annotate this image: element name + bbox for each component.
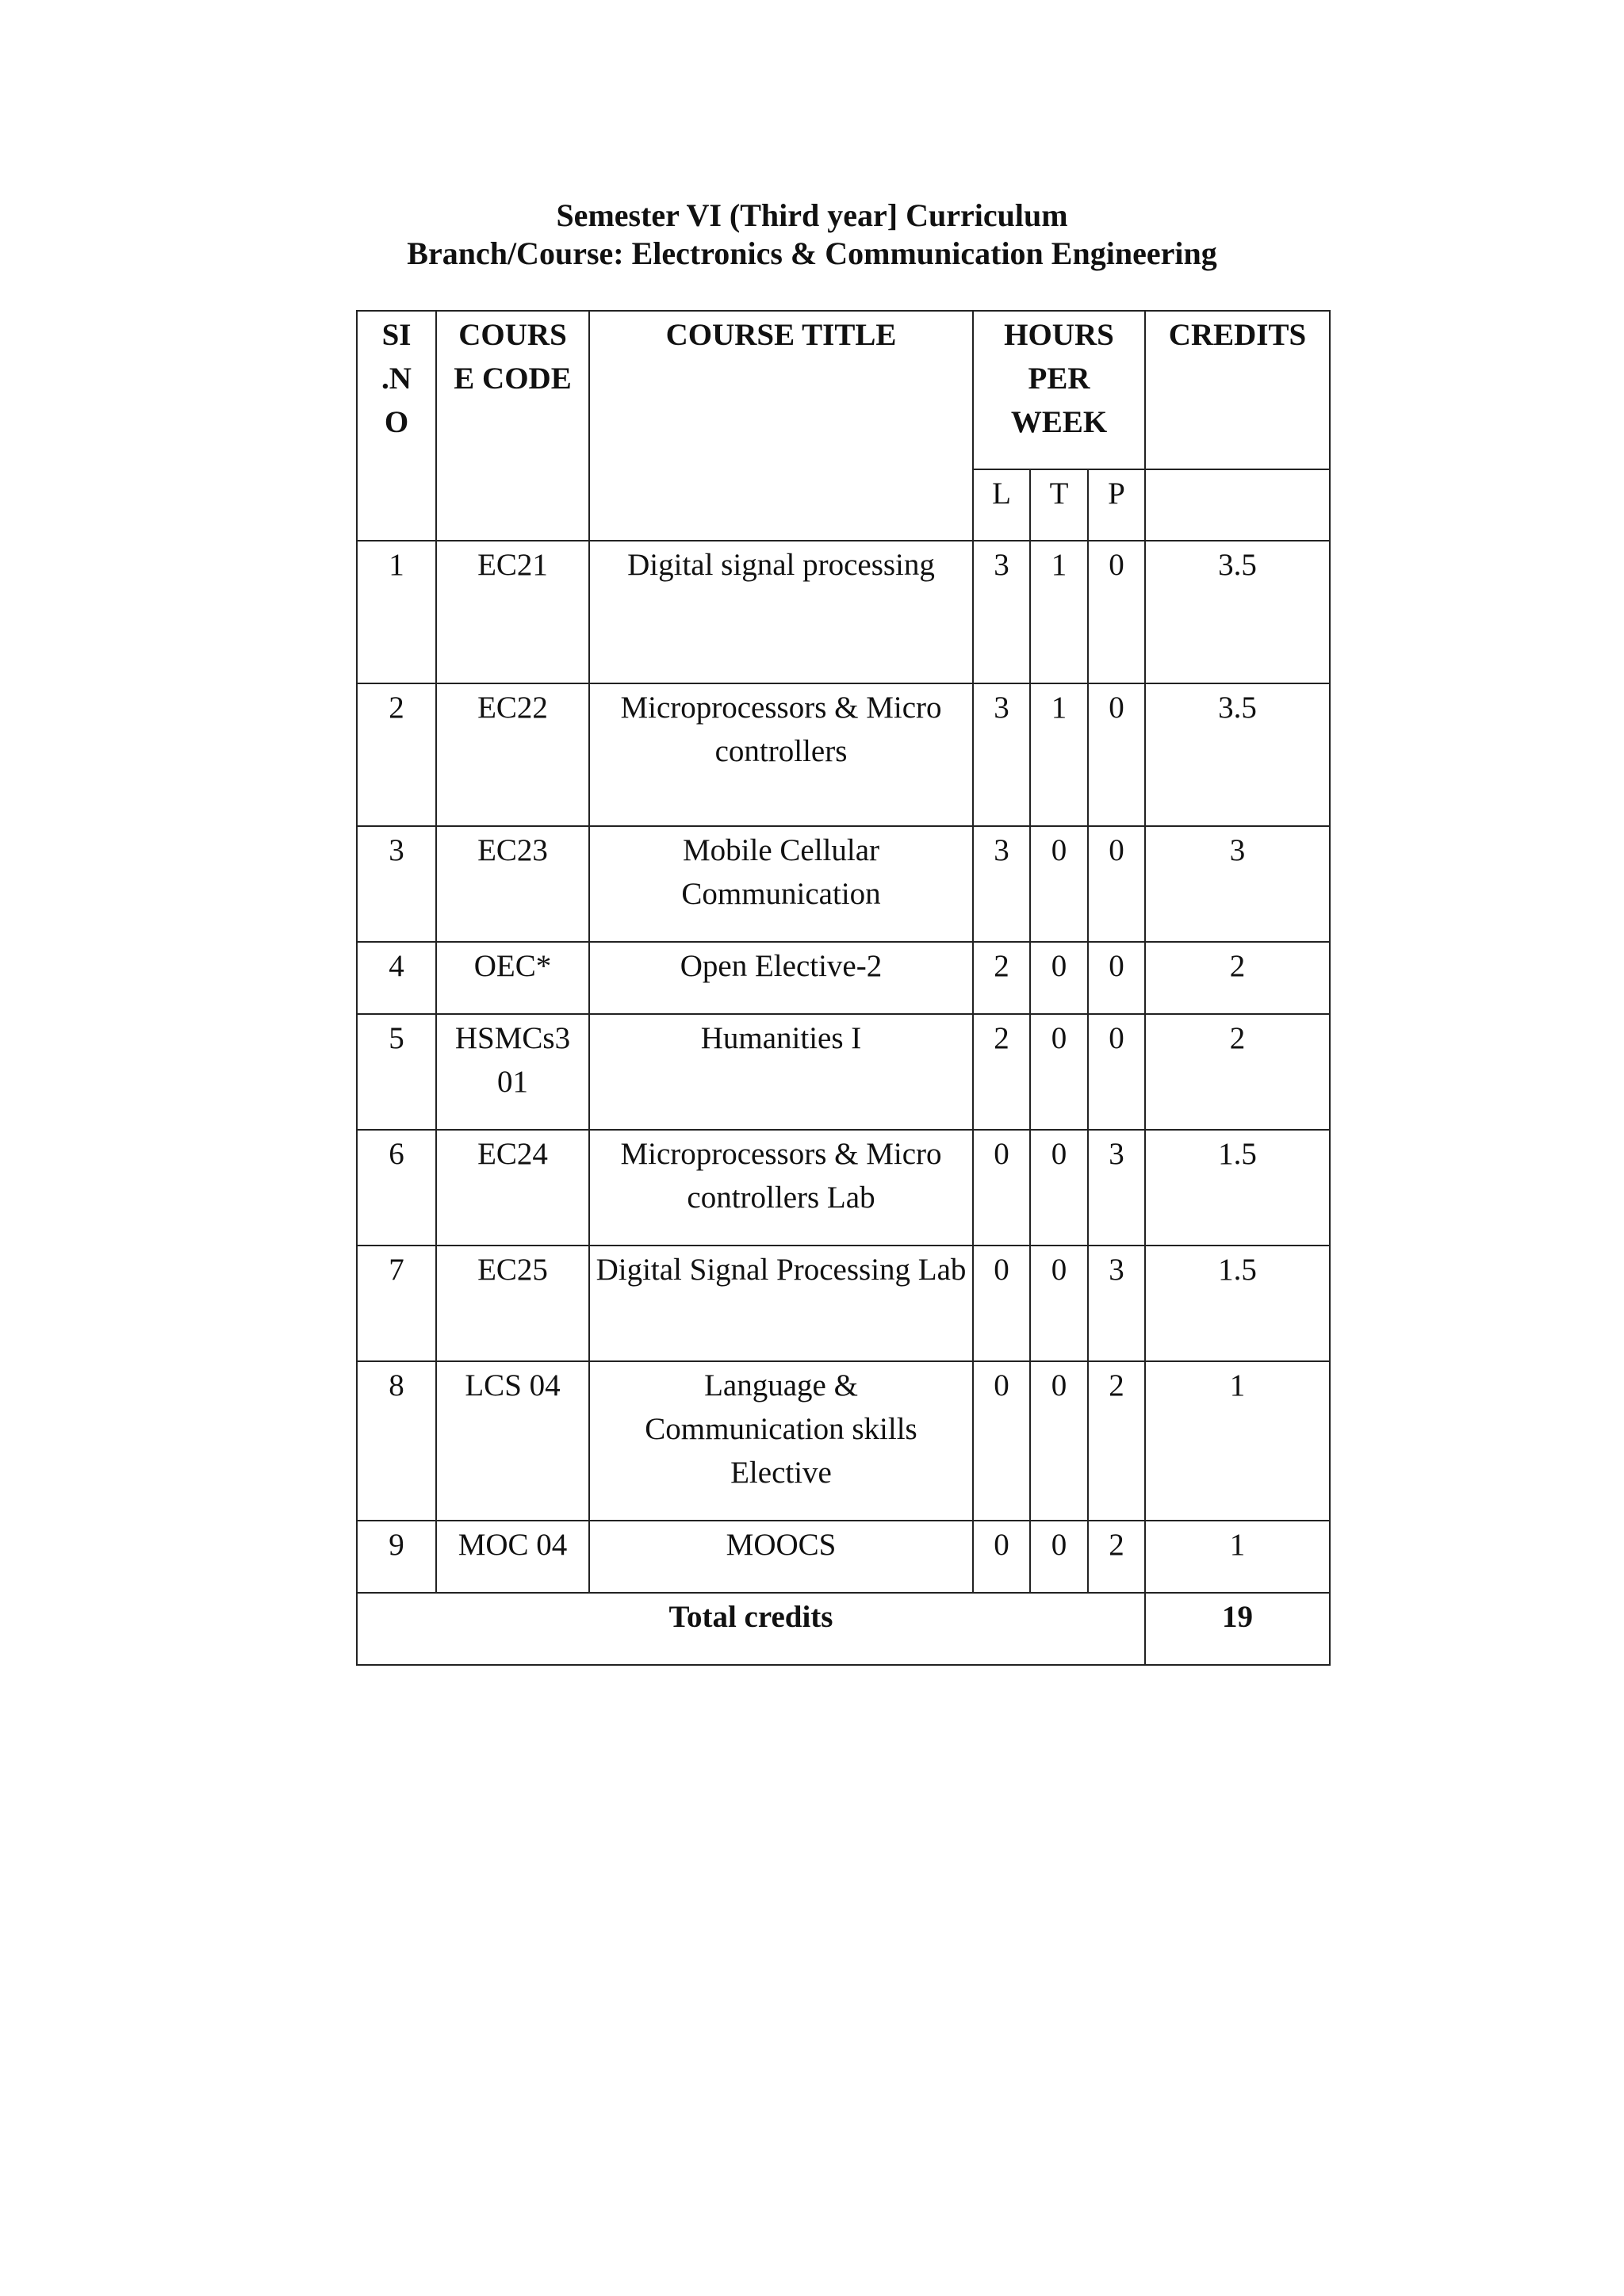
cell-p: 2 [1088,1521,1145,1593]
cell-l: 3 [973,826,1030,942]
header-credits-blank [1145,469,1330,541]
cell-l: 0 [973,1130,1030,1246]
total-credits-label: Total credits [357,1593,1145,1665]
cell-l: 0 [973,1246,1030,1361]
cell-p: 2 [1088,1361,1145,1521]
cell-p: 3 [1088,1246,1145,1361]
cell-sno: 1 [357,541,436,683]
header-sno-label: SI .N O [381,318,412,439]
header-l: L [973,469,1030,541]
header-course-code [436,311,589,541]
cell-title: Microprocessors & Micro controllers [589,683,973,826]
cell-credits: 1.5 [1145,1246,1330,1361]
cell-sno: 7 [357,1246,436,1361]
table-row [357,1361,1330,1521]
cell-t: 1 [1030,541,1088,683]
header-course-title-label: COURSE TITLE [665,318,897,352]
cell-title: Open Elective-2 [589,942,973,1014]
cell-title: Mobile Cellular Communication [589,826,973,942]
cell-p: 0 [1088,541,1145,683]
cell-code: EC25 [436,1246,589,1361]
cell-code [436,1014,589,1130]
cell-p: 0 [1088,1014,1145,1130]
table-row [357,541,1330,683]
cell-title: Humanities I [589,1014,973,1130]
cell-credits: 1 [1145,1521,1330,1593]
cell-title: Language & Communication skills Elective [589,1361,973,1521]
curriculum-table [356,310,1331,1666]
cell-credits: 2 [1145,1014,1330,1130]
cell-t: 0 [1030,1130,1088,1246]
cell-code: MOC 04 [436,1521,589,1593]
cell-code: EC21 [436,541,589,683]
table-row [357,683,1330,826]
cell-code: EC23 [436,826,589,942]
cell-title: Microprocessors & Micro controllers Lab [589,1130,973,1246]
cell-t: 0 [1030,826,1088,942]
cell-code: EC24 [436,1130,589,1246]
cell-code: LCS 04 [436,1361,589,1521]
cell-t: 0 [1030,1361,1088,1521]
cell-p: 3 [1088,1130,1145,1246]
table-row [357,942,1330,1014]
cell-code: EC22 [436,683,589,826]
page-title: Semester VI (Third year] Curriculum [556,197,1068,233]
cell-credits: 3.5 [1145,683,1330,826]
cell-t: 0 [1030,1014,1088,1130]
header-hours-label: HOURS PER WEEK [1004,318,1114,439]
header-t: T [1030,469,1088,541]
table-row [357,1521,1330,1593]
cell-credits: 1 [1145,1361,1330,1521]
header-credits-label: CREDITS [1168,318,1307,352]
page-subtitle: Branch/Course: Electronics & Communication Engineering [407,235,1217,271]
cell-credits: 1.5 [1145,1130,1330,1246]
cell-credits: 2 [1145,942,1330,1014]
total-row [357,1593,1330,1665]
header-credits [1145,311,1330,469]
cell-title: Digital signal processing [589,541,973,683]
cell-p: 0 [1088,683,1145,826]
cell-l: 2 [973,942,1030,1014]
cell-title: Digital Signal Processing Lab [589,1246,973,1361]
cell-credits: 3.5 [1145,541,1330,683]
total-credits-value: 19 [1145,1593,1330,1665]
header-hours-per-week [973,311,1145,469]
cell-sno: 4 [357,942,436,1014]
header-p: P [1088,469,1145,541]
cell-l: 3 [973,541,1030,683]
table-row [357,826,1330,942]
table-row [357,1014,1330,1130]
cell-t: 0 [1030,1521,1088,1593]
cell-sno: 3 [357,826,436,942]
header-sno [357,311,436,541]
cell-credits: 3 [1145,826,1330,942]
table-row [357,1246,1330,1361]
cell-l: 2 [973,1014,1030,1130]
cell-code: OEC* [436,942,589,1014]
cell-l: 0 [973,1521,1030,1593]
cell-l: 0 [973,1361,1030,1521]
cell-code-text: HSMCs301 [454,1021,571,1099]
header-course-title [589,311,973,541]
cell-t: 0 [1030,1246,1088,1361]
cell-sno: 6 [357,1130,436,1246]
cell-p: 0 [1088,942,1145,1014]
cell-l: 3 [973,683,1030,826]
cell-t: 1 [1030,683,1088,826]
header-course-code-label: COURS E CODE [454,318,572,396]
cell-sno: 9 [357,1521,436,1593]
table-row [357,1130,1330,1246]
cell-p: 0 [1088,826,1145,942]
cell-title: MOOCS [589,1521,973,1593]
cell-sno: 8 [357,1361,436,1521]
cell-t: 0 [1030,942,1088,1014]
cell-sno: 5 [357,1014,436,1130]
cell-sno: 2 [357,683,436,826]
